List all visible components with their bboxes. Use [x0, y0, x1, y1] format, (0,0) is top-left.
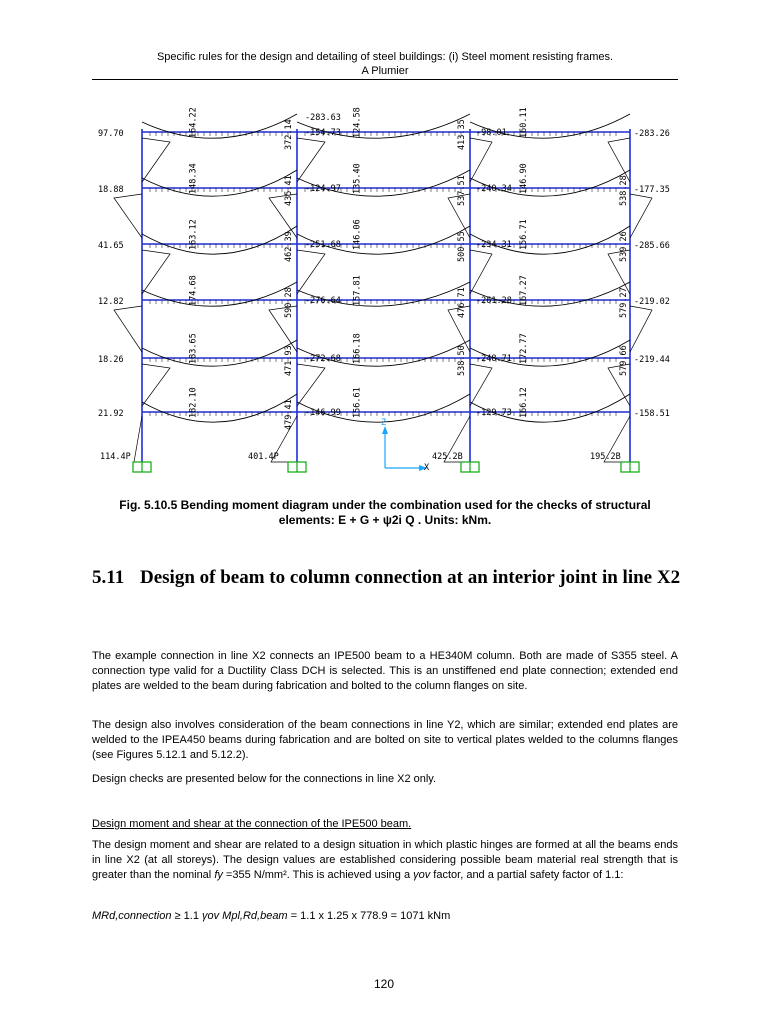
column-moment-label: 539.26 [619, 231, 629, 262]
equation-mpl: Mpl,Rd,beam [219, 910, 288, 922]
span-moment-label: 156.61 [352, 387, 363, 418]
right-end-label: -219.44 [634, 355, 670, 365]
column-2-label: -124.97 [305, 184, 341, 194]
span-moment-label: 157.81 [352, 275, 363, 306]
section-number: 5.11 [92, 567, 125, 588]
column-2-label: -283.63 [305, 113, 341, 123]
bending-moment-diagram [98, 92, 670, 487]
caption-line-1: Fig. 5.10.5 Bending moment diagram under the combination used for the checks of structural [119, 498, 651, 512]
yield-strength-symbol: fy [214, 869, 223, 881]
moment-curve [142, 394, 297, 422]
paragraph-3: Design checks are presented below for the connections in line X2 only. [92, 773, 437, 785]
left-end-label: 41.65 [98, 241, 124, 251]
column-moment-label: 538.28 [619, 175, 629, 206]
moment-curve [142, 114, 297, 138]
right-end-label: -177.35 [634, 185, 670, 195]
column-moment-curve [470, 138, 492, 182]
frame-supports [133, 462, 639, 472]
column-2-label: -251.68 [305, 240, 341, 250]
column-moment-curve [297, 250, 325, 294]
support [461, 462, 479, 472]
support [133, 462, 151, 472]
column-moment-label: 476.71 [457, 287, 467, 318]
column-moment-label: 579.27 [619, 287, 629, 318]
span-moment-label: 164.22 [188, 107, 199, 138]
right-end-label: -285.66 [634, 241, 670, 251]
support [621, 462, 639, 472]
column-moment-label: 537.51 [457, 175, 467, 206]
left-end-label: 21.92 [98, 409, 124, 419]
column-moment-label: 579.66 [619, 345, 629, 376]
support [288, 462, 306, 472]
column-moment-curve [114, 194, 142, 238]
column-moment-curve [142, 364, 170, 406]
left-end-label: 18.26 [98, 355, 124, 365]
column-3-label: -261.28 [476, 296, 512, 306]
equation-operator: ≥ 1.1 [171, 910, 202, 922]
paragraph-2: The design also involves consideration of the beam connections in line Y2, which are similar; extended end plates are welded to the IPEA450 beams during fabrication and are bolted on site to vertical plates welded to the columns flanges (see Figures 5.12.1 and 5.12.2). [92, 719, 678, 761]
header-title: Specific rules for the design and detailing of steel buildings: (i) Steel moment resisting frames. [156, 51, 614, 63]
column-moment-curve [470, 250, 492, 294]
subheading: Design moment and shear at the connection of the IPE500 beam. [92, 818, 412, 830]
column-moment-label: 372.14 [284, 119, 294, 150]
equation-rhs: = 1.1 x 1.25 x 778.9 = 1071 kNm [287, 910, 451, 922]
span-moment-label: 148.34 [188, 163, 199, 194]
column-3-label: -234.31 [476, 240, 512, 250]
column-moment-curve [114, 306, 142, 352]
span-moment-label: 167.27 [519, 275, 529, 306]
support-reaction-label: 114.4P [100, 452, 131, 462]
header-author: A Plumier [361, 65, 409, 77]
column-moment-label: 500.55 [457, 231, 467, 262]
page-number: 120 [373, 977, 395, 991]
moment-curve [142, 340, 297, 366]
column-3-label: -248.71 [476, 354, 512, 364]
span-moment-label: 172.77 [519, 333, 529, 364]
column-2-label: -272.68 [305, 354, 341, 364]
paragraph-4-text-a: The design moment and shear are related to a design situation in which plastic hinges are formed at all the beams ends in line X2 (at all storeys). The design values are established considering possible beam material real strength that is greater than the nominal [92, 839, 678, 881]
column-moment-label: 413.35 [457, 119, 467, 150]
frame-members [142, 129, 630, 462]
column-3-label: -129.73 [476, 408, 512, 418]
column-moment-curve [630, 194, 652, 238]
left-end-label: 97.70 [98, 129, 124, 139]
left-end-label: 18.88 [98, 185, 124, 195]
span-moment-label: 163.12 [188, 219, 199, 250]
paragraph-4-text-b: =355 N/mm². This is achieved using a [222, 869, 414, 881]
column-moment-curve [142, 138, 170, 182]
column-moment-label: 479.41 [284, 399, 294, 430]
column-moment-curve [142, 250, 170, 294]
column-3-label: -240.34 [476, 184, 512, 194]
right-end-label: -158.51 [634, 409, 670, 419]
column-moment-curve [470, 364, 492, 406]
column-moment-label: 590.28 [284, 287, 294, 318]
column-moment-label: 462.39 [284, 231, 294, 262]
axis-triad [381, 418, 430, 473]
span-moment-label: 174.68 [188, 275, 199, 306]
equation-gamma: γov [202, 910, 220, 922]
moment-curve [142, 226, 297, 254]
right-end-label: -283.26 [634, 129, 670, 139]
span-moment-label: 166.12 [519, 387, 529, 418]
span-moment-label: 146.90 [519, 163, 529, 194]
column-3-label: -98.01 [476, 128, 507, 138]
span-moment-label: 160.11 [519, 107, 529, 138]
running-header [92, 50, 678, 78]
span-moment-label: 124.58 [352, 107, 363, 138]
equation-lhs: MRd,connection [92, 910, 172, 922]
paragraph-4-text-c: factor, and a partial safety factor of 1.1: [430, 869, 624, 881]
support-reaction-label: 425.2B [432, 452, 463, 462]
section-title: Design of beam to column connection at an interior joint in line X2 [140, 567, 681, 588]
column-2-label: -154.73 [305, 128, 341, 138]
header-rule [92, 79, 678, 80]
column-2-label: -146.99 [305, 408, 341, 418]
support-reaction-label: 401.4P [248, 452, 279, 462]
span-moment-label: 135.40 [352, 163, 363, 194]
column-moment-curve [134, 416, 142, 462]
figure-caption [92, 498, 678, 528]
column-moment-label: 435.41 [284, 175, 294, 206]
moment-curve [142, 282, 297, 306]
span-moment-label: 146.06 [352, 219, 363, 250]
moment-curve [142, 170, 297, 196]
span-moment-label: 156.71 [519, 219, 529, 250]
axis-z-label: Z [381, 418, 387, 428]
paragraph-4 [92, 838, 678, 883]
span-moment-label: 183.65 [188, 333, 199, 364]
design-equation [92, 910, 450, 922]
span-moment-label: 182.10 [188, 387, 199, 418]
column-2-label: -276.64 [305, 296, 341, 306]
column-moment-curve [297, 138, 325, 182]
axis-x-label: X [424, 463, 430, 473]
column-moment-label: 538.50 [457, 345, 467, 376]
caption-line-2: elements: E + G + ψ2i Q . Units: kNm. [278, 513, 492, 527]
right-end-label: -219.02 [634, 297, 670, 307]
overstrength-symbol: γov [413, 869, 431, 881]
column-moment-curve [297, 364, 325, 406]
moment-labels [98, 107, 670, 462]
paragraph-1: The example connection in line X2 connects an IPE500 beam to a HE340M column. Both are made of S355 steel. A connection type valid for a Ductility Class DCH is selected. This is an unstiffened end plate connection; extended end plates are welded to the beam during fabrication and bolted to the column flanges on site. [92, 650, 678, 692]
span-moment-label: 166.18 [352, 333, 363, 364]
column-moment-curve [630, 306, 652, 352]
support-reaction-label: 195.2B [590, 452, 621, 462]
left-end-label: 12.82 [98, 297, 124, 307]
column-moment-label: 471.93 [284, 345, 294, 376]
